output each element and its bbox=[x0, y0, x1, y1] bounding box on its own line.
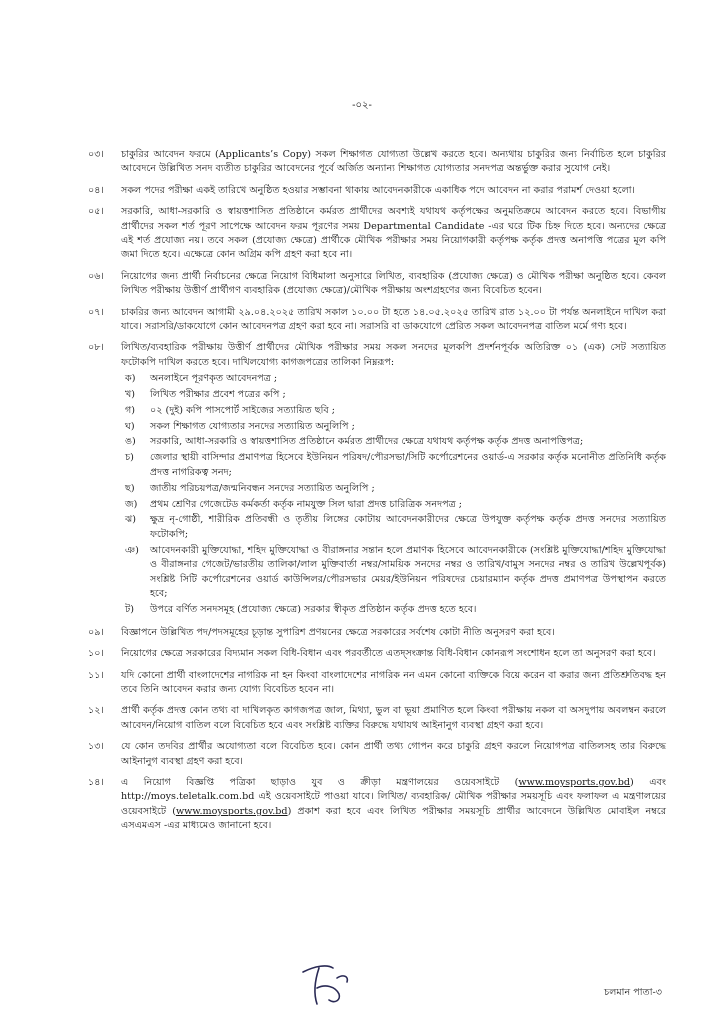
checklist-text: সরকারি, আধা-সরকারি ও স্বায়ত্তশাসিত প্রতিষ্ঠানে কর্মরত প্রার্থীদের ক্ষেত্রে যথাযথ কর্তৃপক্ষ কর্তৃক প্রদত্ত অনাপত্তিপত্র; bbox=[150, 436, 584, 448]
checklist-item bbox=[121, 544, 666, 602]
item-number: ০৩। bbox=[88, 149, 104, 160]
website-link[interactable]: www.moysports.gov.bd bbox=[175, 805, 288, 817]
list-item bbox=[88, 740, 666, 769]
instruction-list-b bbox=[88, 626, 666, 769]
item-text: যে কোন তদবির প্রার্থীর অযোগ্যতা বলে বিবেচিত হবে। কোন প্রার্থী তথ্য গোপন করে চাকুরি গ্রহণ করলে নিয়োগপত্র বাতিলসহ তার বিরুদ্ধে আইনানুগ ব্যবস্থা গ্রহণ করা হবে। bbox=[121, 741, 666, 767]
item-number: ১১। bbox=[88, 669, 104, 681]
item-number: ১০। bbox=[88, 648, 104, 660]
item-number: ০৭। bbox=[88, 306, 104, 318]
item-text: সরকারি, আধা-সরকারি ও স্বায়ত্তশাসিত প্রতিষ্ঠানে কর্মরত প্রার্থীদের অবশ্যই যথাযথ কর্তৃপক্ষের অনুমতিক্রমে আবেদন করতে হবে। বিভাগীয় প্রার্থীদের সকল শর্ত পূরণ সাপেক্ষে আবেদন ফরম পূরণের সময় Departmental Candidate -এর ঘরে টিক চিহ্ন দিতে হবে। অন্যদের ক্ষেত্রে এই শর্ত প্রযোজ্য নয়। তবে সকল (প্রযোজ্য ক্ষেত্রে) প্রার্থীকে মৌখিক পরীক্ষার সময় নিয়োগকারী কর্তৃপক্ষ কর্তৃক প্রদত্ত অনাপত্তি পত্রের মূল কপি জমা দিতে হবে। এক্ষেত্রে কোন অগ্রিম কপি গ্রহণ করা হবে না। bbox=[121, 206, 666, 261]
document-checklist bbox=[121, 372, 666, 618]
checklist-text: অনলাইনে পূরণকৃত আবেদনপত্র ; bbox=[150, 372, 278, 384]
checklist-text: উপরে বর্ণিত সনদসমূহ (প্রযোজ্য ক্ষেত্রে) সরকার স্বীকৃত প্রতিষ্ঠান কর্তৃক প্রদত্ত হতে হবে। bbox=[150, 603, 477, 615]
checklist-item bbox=[121, 482, 666, 496]
checklist-text: আবেদনকারী মুক্তিযোদ্ধা, শহিদ মুক্তিযোদ্ধা ও বীরাঙ্গনার সন্তান হলে প্রমাণক হিসেবে আবেদনকারীকে (সংশ্লিষ্ট মুক্তিযোদ্ধা/শহিদ মুক্তিযোদ্ধা ও বীরাঙ্গনার গেজেট/ভারতীয় তালিকা/লাল মুক্তিবার্তা নম্বর/সাময়িক সনদের নম্বর ও তারিখ/বামুস সনদের নম্বর ও তারিখ উল্লেখপূর্বক) সংশ্লিষ্ট সিটি কর্পোরেশনের ওয়ার্ড কাউন্সিলর/পৌরসভার মেয়র/ইউনিয়ন পরিষদের চেয়ারম্যান কর্তৃক প্রদত্ত প্রমাণপত্র উপস্থাপন করতে হবে; bbox=[150, 544, 666, 599]
item-number: ০৪। bbox=[88, 184, 104, 196]
list-item bbox=[88, 306, 666, 335]
item-number: ১৩। bbox=[88, 741, 104, 753]
item-number: ১২। bbox=[88, 705, 104, 717]
checklist-label: ঙ) bbox=[125, 436, 136, 448]
checklist-item bbox=[121, 372, 666, 386]
list-item bbox=[88, 704, 666, 733]
item-text: প্রার্থী কর্তৃক প্রদত্ত কোন তথ্য বা দাখিলকৃত কাগজপত্র জাল, মিথ্যা, ভুল বা ভূয়া প্রমাণিত হলে কিংবা পরীক্ষায় নকল বা অসদুপায় অবলম্বন করলে আবেদন/নিয়োগ বাতিল বলে বিবেচিত হবে এবং সংশ্লিষ্ট ব্যক্তির বিরুদ্ধে যথাযথ আইনানুগ ব্যবস্থা গ্রহণ করা হবে। bbox=[121, 705, 666, 731]
checklist-label: ছ) bbox=[125, 482, 135, 494]
checklist-item bbox=[121, 435, 666, 449]
checklist-label: ট) bbox=[125, 603, 134, 615]
continued-page-note: চলমান পাতা-৩ bbox=[604, 986, 662, 998]
item-number: ০৯। bbox=[88, 626, 104, 638]
checklist-label: চ) bbox=[125, 452, 134, 464]
checklist-item bbox=[121, 388, 666, 402]
checklist-label: ক) bbox=[125, 372, 136, 384]
checklist-label: গ) bbox=[125, 404, 136, 416]
item-number: ০৬। bbox=[88, 270, 104, 282]
signature-icon bbox=[295, 958, 355, 1010]
checklist-item bbox=[121, 420, 666, 434]
item-text: চাকরির জন্য আবেদন আগামী ২৯.০৪.২০২৫ তারিখ সকাল ১০.০০ টা হতে ১৪.০৫.২০২৫ তারিখ রাত ১২.০০ টা পর্যন্ত অনলাইনে দাখিল করা যাবে। সরাসরি/ডাকযোগে কোন আবেদনপত্র গ্রহণ করা হবে না। সরাসরি বা ডাকযোগে প্রেরিত সকল আবেদনপত্র বাতিল মর্মে গণ্য হবে। bbox=[121, 306, 666, 333]
checklist-item bbox=[121, 404, 666, 418]
checklist-text: জাতীয় পরিচয়পত্র/জন্মনিবন্ধন সনদের সত্যায়িত অনুলিপি ; bbox=[150, 482, 375, 494]
item-text: সকল পদের পরীক্ষা একই তারিখে অনুষ্ঠিত হওয়ার সম্ভাবনা থাকায় আবেদনকারীকে একাধিক পদে আবেদন না করার পরামর্শ দেওয়া হলো। bbox=[121, 184, 635, 196]
checklist-text: ০২ (দুই) কপি পাসপোর্ট সাইজের সত্যায়িত ছবি ; bbox=[150, 404, 335, 416]
website-link[interactable]: www.moysports.gov.bd bbox=[518, 777, 631, 789]
list-item bbox=[88, 148, 666, 177]
checklist-text: ক্ষুদ্র নৃ-গোষ্ঠী, শারীরিক প্রতিবন্ধী ও তৃতীয় লিঙ্গের কোটায় আবেদনকারীদের ক্ষেত্রে উপযুক্ত কর্তৃপক্ষ কর্তৃক প্রদত্ত সনদের সত্যায়িত ফটোকপি; bbox=[150, 514, 666, 540]
list-item bbox=[88, 184, 666, 198]
list-item bbox=[88, 205, 666, 263]
checklist-item bbox=[121, 513, 666, 542]
item-text: নিয়োগের জন্য প্রার্থী নির্বাচনের ক্ষেত্রে নিয়োগ বিধিমালা অনুসারে লিখিত, ব্যবহারিক (প্রযোজ্য ক্ষেত্রে) ও মৌখিক পরীক্ষা অনুষ্ঠিত হবে। কেবল লিখিত পরীক্ষায় উত্তীর্ণ প্রার্থীগণ ব্যবহারিক (প্রযোজ্য ক্ষেত্রে)/মৌখিক পরীক্ষায় অংশগ্রহণের জন্য বিবেচিত হবেন। bbox=[121, 270, 666, 297]
list-item bbox=[88, 647, 666, 661]
item-text: বিজ্ঞাপনে উল্লিখিত পদ/পদসমূহের চূড়ান্ত সুপারিশ প্রণয়নের ক্ষেত্রে সরকারের সর্বশেষ কোটা নীতি অনুসরণ করা হবে। bbox=[121, 626, 555, 638]
list-item bbox=[88, 776, 666, 834]
checklist-text: সকল শিক্ষাগত যোগ্যতার সনদের সত্যায়িত অনুলিপি ; bbox=[150, 420, 355, 432]
list-item bbox=[88, 341, 666, 618]
checklist-text: প্রথম শ্রেণির গেজেটেড কর্মকর্তা কর্তৃক নামযুক্ত সিল দ্বারা প্রদত্ত চারিত্রিক সনদপত্র ; bbox=[150, 498, 462, 510]
item-text: এ নিয়োগ বিজ্ঞপ্তি পত্রিকা ছাড়াও যুব ও ক্রীড়া মন্ত্রণালয়ের ওয়েবসাইটে (www.moysports.gov.bd) এবং http://moys.teletalk.com.bd এই ওয়েবসাইটে পাওয়া যাবে। লিখিত/ ব্যবহারিক/ মৌখিক পরীক্ষার সময়সূচি এবং ফলাফল এ মন্ত্রণালয়ের ওয়েবসাইটে (www.moysports.gov.bd) প্রকাশ করা হবে এবং লিখিত পরীক্ষার সময়সূচি প্রার্থীর আবেদনে উল্লিখিত মোবাইল নম্বরে এসএমএস -এর মাধ্যমেও জানানো হবে। bbox=[121, 777, 666, 832]
item-number: ০৫। bbox=[88, 206, 104, 218]
checklist-label: জ) bbox=[125, 498, 138, 510]
checklist-text: লিখিত পরীক্ষার প্রবেশ পত্রের কপি ; bbox=[150, 388, 286, 400]
document-body bbox=[88, 148, 666, 841]
item-text: নিয়োগের ক্ষেত্রে সরকারের বিদ্যমান সকল বিধি-বিধান এবং পরবর্তীতে এতদ্সংক্রান্ত বিধি-বিধান কোনরূপ সংশোধন হলে তা অনুসরণ করা হবে। bbox=[121, 648, 656, 660]
checklist-label: ঘ) bbox=[125, 420, 135, 432]
checklist-text: জেলার স্থায়ী বাসিন্দার প্রমাণপত্র হিসেবে ইউনিয়ন পরিষদ/পৌরসভা/সিটি কর্পোরেশনের ওয়ার্ড-এ সরকার কর্তৃক মনোনীত প্রতিনিধি কর্তৃক প্রদত্ত নাগরিকত্ব সনদ; bbox=[150, 452, 666, 478]
item-text: লিখিত/ব্যবহারিক পরীক্ষায় উত্তীর্ণ প্রার্থীদের মৌখিক পরীক্ষার সময় সকল সনদের মূলকপি প্রদর্শনপূর্বক অতিরিক্ত ০১ (এক) সেট সত্যায়িত ফটোকপি দাখিল করতে হবে। দাখিলযোগ্য কাগজপত্রের তালিকা নিম্নরূপ: bbox=[121, 342, 666, 368]
checklist-label: খ) bbox=[125, 388, 136, 400]
list-item bbox=[88, 669, 666, 698]
checklist-item bbox=[121, 451, 666, 480]
page-number: -০২- bbox=[352, 100, 372, 111]
checklist-item bbox=[121, 603, 666, 617]
item-text: চাকুরির আবেদন ফরমে (Applicants’s Copy) সকল শিক্ষাগত যোগ্যতা উল্লেখ করতে হবে। অন্যথায় চাকুরির জন্য নির্বাচিত হলে চাকুরির আবেদনে উল্লিখিত সনদ ব্যতীত চাকুরির আবেদনের পূর্বে অর্জিত অন্যান্য শিক্ষাগত যোগ্যতার সনদপত্র অন্তর্ভুক্ত করার সুযোগ নেই। bbox=[121, 149, 666, 175]
item-number: ০৮। bbox=[88, 342, 104, 354]
list-item bbox=[88, 626, 666, 640]
checklist-label: ঞ) bbox=[125, 544, 139, 556]
item-text: যদি কোনো প্রার্থী বাংলাদেশের নাগরিক না হন কিংবা বাংলাদেশের নাগরিক নন এমন কোনো ব্যক্তিকে বিয়ে করেন বা করার জন্য প্রতিশ্রুতিবদ্ধ হন তবে তিনি আবেদন করার জন্য যোগ্য বিবেচিত হবেন না। bbox=[121, 669, 666, 695]
checklist-item bbox=[121, 498, 666, 512]
instruction-list-a bbox=[88, 148, 666, 334]
checklist-label: ঝ) bbox=[125, 514, 137, 526]
item-number: ১৪। bbox=[88, 777, 104, 789]
list-item bbox=[88, 270, 666, 299]
